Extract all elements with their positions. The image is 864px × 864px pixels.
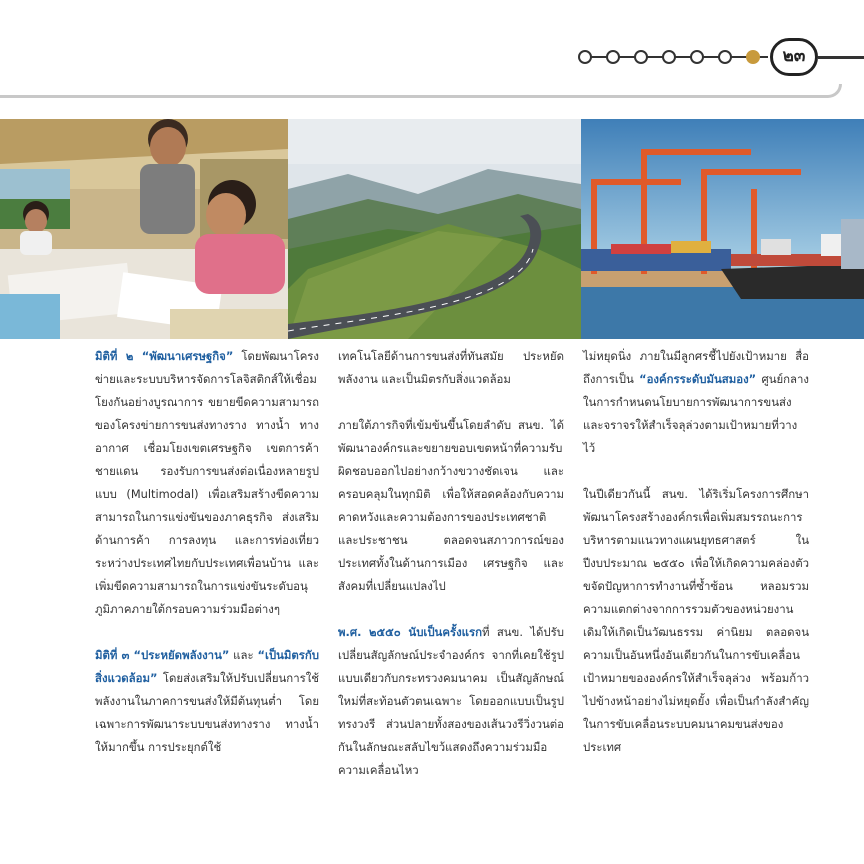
paragraph-text: และ	[229, 648, 258, 662]
progress-dot	[578, 50, 592, 64]
paragraph-text: โดยพัฒนาโครงข่ายและระบบบริหารจัดการโลจิสติกส์ให้เชื่อมโยงกันอย่างบูรณาการ ขยายขีดความสามารถของโครงข่ายการขนส่งทางราง ทางน้ำ ทางอากาศ เชื่อมโยงเขตเศรษฐกิจ เขตการค้าชายแดน รองรับการขนส่งต่อเนื่องหลายรูปแบบ (Multimodal) เพื่อเสริมสร้างขีดความสามารถในการแข่งขันของภาคธุรกิจ ส่งเสริมด้านการค้า การลงทุน และการท่องเที่ยวระหว่างประเทศไทยกับประเทศเพื่อนบ้าน และเพิ่มขีดความสามารถในการแข่งขันระดับอนุภูมิภาคภายใต้กรอบความร่วมมือต่างๆ	[95, 349, 319, 616]
progress-dots	[578, 49, 778, 65]
highlight-year-2550: พ.ศ. ๒๕๕๐ นับเป็นครั้งแรก	[338, 625, 482, 639]
page-number: ๒๓	[770, 38, 818, 76]
header-top-line	[818, 56, 864, 59]
progress-dot	[662, 50, 676, 64]
highlight-dimension-2: มิติที่ ๒ “พัฒนาเศรษฐกิจ”	[95, 349, 234, 363]
progress-dot-active	[746, 50, 760, 64]
text-column-1	[95, 345, 319, 782]
highlight-dimension-3: มิติที่ ๓ “ประหยัดพลังงาน”	[95, 648, 230, 662]
paragraph	[583, 345, 809, 460]
progress-dot	[690, 50, 704, 64]
text-column-3	[583, 345, 809, 782]
paragraph	[95, 345, 319, 621]
paragraph-text: ไม่หยุดนิ่ง ภายในมีลูกศรชี้ไปยังเป้าหมาย สื่อถึงการเป็น	[583, 349, 809, 386]
cargo-port-photo	[581, 119, 864, 339]
paragraph-text: ที่ สนข. ได้ปรับเปลี่ยนสัญลักษณ์ประจำองค์กร จากที่เคยใช้รูปแบบเดียวกับกระทรวงคมนาคม เป็นสัญลักษณ์ใหม่ที่สะท้อนตัวตนเฉพาะ โดยออกแบบเป็นรูปทรงวงรี ส่วนปลายทั้งสองของเส้นวงรีวิ่งวนต่อกันในลักษณะสลับไขว้แสดงถึงความร่วมมือ ความเคลื่อนไหว	[338, 625, 564, 777]
children-studying-photo	[0, 119, 288, 339]
header-frame-line	[0, 84, 842, 98]
paragraph-text: โดยส่งเสริมให้ปรับเปลี่ยนการใช้พลังงานในภาคการขนส่งให้มีต้นทุนต่ำ โดยเฉพาะการพัฒนาระบบขนส่งทางราง ทางน้ำให้มากขึ้น การประยุกต์ใช้	[95, 671, 319, 754]
highlight-brain-organization: “องค์กรระดับมันสมอง”	[639, 372, 757, 386]
paragraph	[95, 644, 319, 759]
highlight-environment: “เป็นมิตรกับสิ่งแวดล้อม”	[95, 648, 320, 685]
text-column-2	[338, 345, 564, 805]
paragraph: ภายใต้ภารกิจที่เข้มข้นขึ้นโดยลำดับ สนข. ได้พัฒนาองค์กรและขยายขอบเขตหน้าที่ความรับผิดชอบออกไปอย่างกว้างขวางชัดเจน และครอบคลุมในทุกมิติ เพื่อให้สอดคล้องกับความคาดหวังและความต้องการของประเทศชาติและประชาชน ตลอดจนสภาวการณ์ของประเทศทั้งในด้านการเมือง เศรษฐกิจ และสังคมที่เปลี่ยนแปลงไป	[338, 418, 564, 593]
paragraph-text: ศูนย์กลางในการกำหนดนโยบายการพัฒนาการขนส่งและจราจรให้สำเร็จลุล่วงตามเป้าหมายที่วางไว้	[583, 372, 809, 455]
paragraph: ในปีเดียวกันนี้ สนข. ได้ริเริ่มโครงการศึกษาพัฒนาโครงสร้างองค์กรเพื่อเพิ่มสมรรถนะการบริหารตามแนวทางแผนยุทธศาสตร์ ในปีงบประมาณ ๒๕๕๐ เพื่อให้เกิดความคล่องตัว ขจัดปัญหาการทำงานที่ซ้ำซ้อน หลอมรวมความแตกต่างจากการรวมตัวของหน่วยงานเดิมให้เกิดเป็นวัฒนธรรม ค่านิยม ตลอดจนความเป็นอันหนึ่งอันเดียวกันในการขับเคลื่อนเป้าหมายขององค์กรให้สำเร็จลุล่วง พร้อมก้าวไปข้างหน้าอย่างไม่หยุดยั้ง เพื่อเป็นกำลังสำคัญในการขับเคลื่อนระบบคมนาคมขนส่งของประเทศ	[583, 487, 809, 754]
paragraph	[338, 621, 564, 782]
progress-dot	[606, 50, 620, 64]
progress-dot	[718, 50, 732, 64]
paragraph: เทคโนโลยีด้านการขนส่งที่ทันสมัย ประหยัดพลังงาน และเป็นมิตรกับสิ่งแวดล้อม	[338, 349, 564, 386]
mountain-road-photo	[288, 119, 581, 339]
progress-dot	[634, 50, 648, 64]
